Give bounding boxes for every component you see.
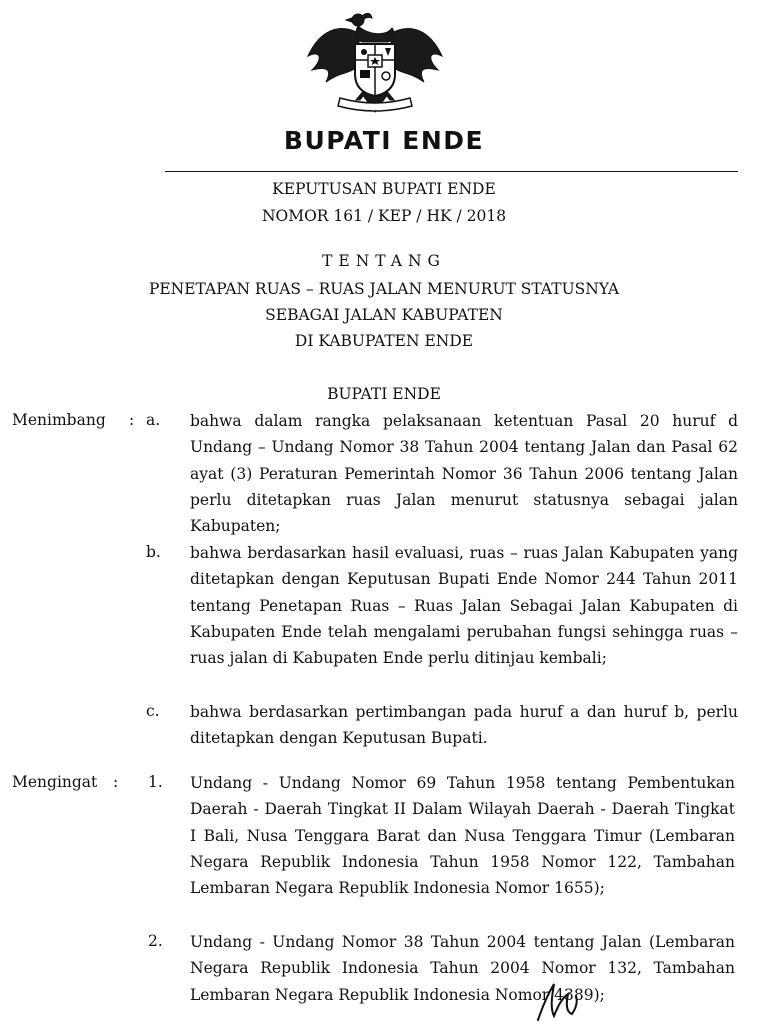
decree-number: NOMOR 161 / KEP / HK / 2018 — [261, 207, 507, 225]
garuda-emblem-icon — [300, 8, 450, 120]
issuer-heading: BUPATI ENDE — [327, 385, 441, 403]
considering-item-c: bahwa berdasarkan pertimbangan pada huruf a dan huruf b, perlu ditetapkan dengan Keputusan Bupati. — [190, 703, 738, 748]
recalling-item-1: Undang - Undang Nomor 69 Tahun 1958 tentang Pembentukan Daerah - Daerah Tingkat II Dalam Wilayah Daerah - Daerah Tingkat I Bali, Nusa Tenggara Barat dan Nusa Tenggara Timur (Lembaran Negara Republik Indonesia Tahun 1958 Nomor 122, Tambahan Lembaran Negara Republik Indonesia Nomor 1655); — [190, 774, 735, 898]
recalling-separator: : — [113, 773, 119, 791]
considering-separator: : — [129, 411, 135, 429]
considering-label: Menimbang — [12, 411, 106, 429]
subject-line-3: DI KABUPATEN ENDE — [294, 332, 474, 350]
paraf-signature — [532, 980, 582, 1024]
recalling-marker-1: 1. — [148, 773, 163, 791]
subject-line-1: PENETAPAN RUAS – RUAS JALAN MENURUT STATUSNYA — [148, 280, 620, 298]
considering-marker-c: c. — [146, 702, 160, 720]
recalling-marker-2: 2. — [148, 932, 163, 950]
considering-marker-b: b. — [146, 543, 161, 561]
considering-item-b: bahwa berdasarkan hasil evaluasi, ruas – ruas Jalan Kabupaten yang ditetapkan dengan Keputusan Bupati Ende Nomor 244 Tahun 2011 tentang Penetapan Ruas – Ruas Jalan Sebagai Jalan Kabupaten di Kabupaten Ende telah mengalami perubahan fungsi sehingga ruas – ruas jalan di Kabupaten Ende perlu ditinjau kembali; — [190, 544, 738, 668]
recalling-item-2: Undang - Undang Nomor 38 Tahun 2004 tentang Jalan (Lembaran Negara Republik Indonesia Tahun 2004 Nomor 132, Tambahan Lembaran Negara Republik Indonesia Nomor 4389); — [190, 933, 735, 1004]
decree-title: KEPUTUSAN BUPATI ENDE — [272, 180, 496, 198]
header-divider — [165, 171, 738, 172]
subject-line-2: SEBAGAI JALAN KABUPATEN — [265, 306, 503, 324]
considering-item-a: bahwa dalam rangka pelaksanaan ketentuan Pasal 20 huruf d Undang – Undang Nomor 38 Tahun 2004 tentang Jalan dan Pasal 62 ayat (3) Peraturan Pemerintah Nomor 36 Tahun 2006 tentang Jalan perlu ditetapkan ruas Jalan menurut statusnya sebagai jalan Kabupaten; — [190, 412, 738, 536]
agency-title: BUPATI ENDE — [283, 126, 485, 155]
recalling-label: Mengingat — [12, 773, 98, 791]
about-heading: TENTANG — [322, 252, 446, 270]
considering-marker-a: a. — [146, 411, 161, 429]
